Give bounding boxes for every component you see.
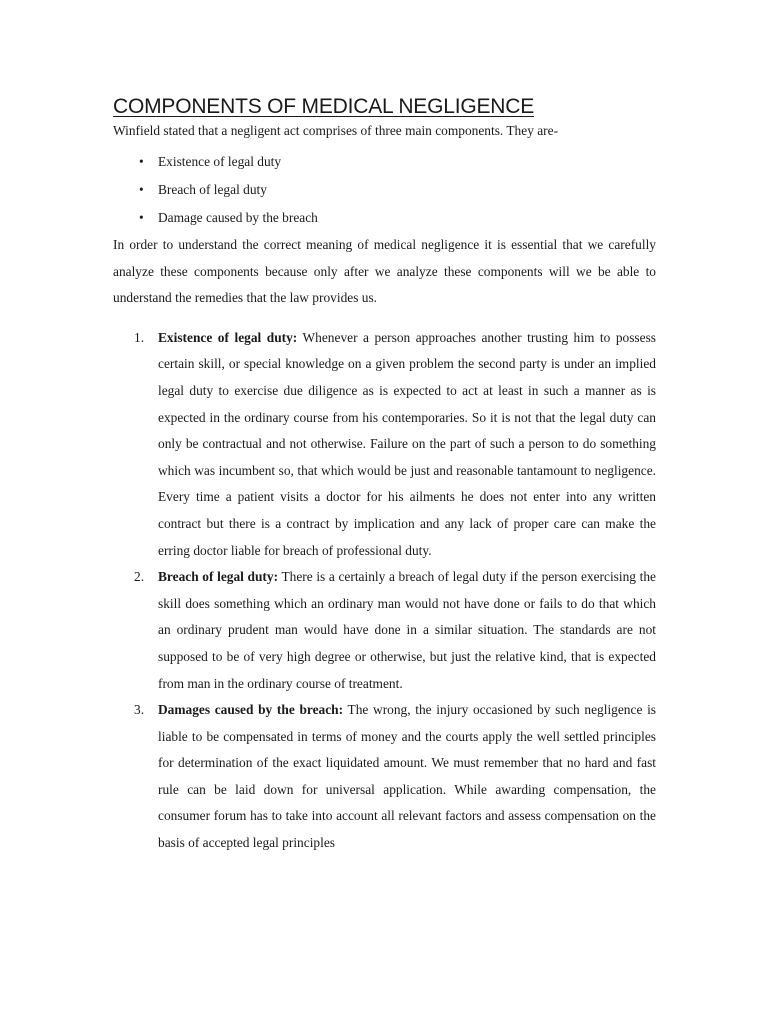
item-number: 3. [134, 702, 145, 718]
numbered-list [113, 325, 656, 857]
numbered-item [134, 564, 656, 697]
bullet-text: Damage caused by the breach [158, 210, 318, 225]
bullet-icon: • [139, 182, 144, 197]
item-text: Whenever a person approaches another trusting him to possess certain skill, or special knowledge on a given problem the second party is under an implied legal duty to exercise due diligence as is expected to act at least in such a manner as is expected in the ordinary course from his contemporaries. So it is not that the legal duty can only be contractual and not otherwise. Failure on the part of such a person to do something which was incumbent so, that which would be just and reasonable tantamount to negligence. Every time a patient visits a doctor for his ailments he does not enter into any written contract but there is a contract by implication and any lack of proper care can make the erring doctor liable for breach of professional duty. [158, 329, 656, 558]
bullet-item [139, 204, 656, 232]
bullet-text: Existence of legal duty [158, 154, 282, 169]
bullet-item [139, 148, 656, 176]
item-term: Damages caused by the breach: [158, 702, 344, 718]
component-bullet-list [113, 148, 656, 232]
document-page [113, 94, 656, 857]
body-paragraph: In order to understand the correct meaning of medical negligence it is essential that we carefully analyze these components because only after we analyze these components will we be able to understand the remedies that the law provides us. [113, 237, 656, 306]
item-number: 1. [134, 329, 145, 345]
item-text: The wrong, the injury occasioned by such negligence is liable to be compensated in terms of money and the courts apply the well settled principles for determination of the exact liquidated amount. We must remember that no hard and fast rule can be laid down for universal application. While awarding compensation, the consumer forum has to take into account all relevant factors and assess compensation on the basis of accepted legal principles [158, 702, 656, 851]
page-title: COMPONENTS OF MEDICAL NEGLIGENCE [113, 95, 535, 118]
bullet-item [139, 176, 656, 204]
bullet-icon: • [139, 210, 144, 225]
numbered-item [134, 325, 656, 564]
item-number: 2. [134, 569, 145, 585]
numbered-item [134, 697, 656, 857]
intro-paragraph: Winfield stated that a negligent act comprises of three main components. They are- [113, 123, 559, 138]
bullet-icon: • [139, 154, 144, 169]
item-text: There is a certainly a breach of legal duty if the person exercising the skill does something which an ordinary man would not have done or fails to do that which an ordinary prudent man would have done in a similar situation. The standards are not supposed to be of very high degree or otherwise, but just the relative kind, that is expected from man in the ordinary course of treatment. [158, 569, 656, 691]
bullet-text: Breach of legal duty [158, 182, 267, 197]
item-term: Breach of legal duty: [158, 569, 279, 585]
item-term: Existence of legal duty: [158, 329, 298, 345]
